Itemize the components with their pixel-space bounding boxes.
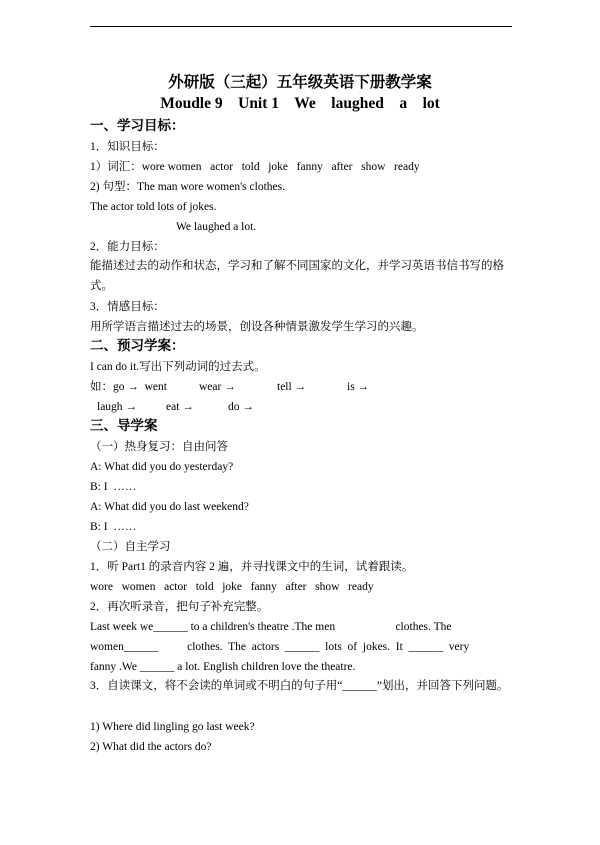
document-subtitle: Moudle 9 Unit 1 We laughed a lot	[160, 95, 440, 112]
cloze-line-1: Last week we______ to a children's theatre .The men clothes. The	[90, 621, 452, 633]
verb-item: is →	[347, 381, 370, 393]
pattern-line: 2) 句型：The man wore women's clothes.	[90, 181, 285, 193]
warmup-answer-2: B: I ……	[90, 521, 137, 533]
self-study-label: （二）自主学习	[90, 541, 171, 553]
header-rule	[90, 26, 512, 27]
section2-heading: 二、预习学案：	[90, 338, 185, 353]
verb-item: 如：go → went	[90, 381, 167, 393]
question-2: 2) What did the actors do?	[90, 741, 212, 753]
warmup-answer-1: B: I ……	[90, 481, 137, 493]
cloze-line-2: women______ clothes. The actors ______ lots of jokes. It ______ very	[90, 641, 470, 653]
ability-label: 2．能力目标：	[90, 241, 165, 253]
section1-heading: 一、学习目标：	[90, 118, 185, 133]
ability-text: 能描述过去的动作和状态，学习和了解不同国家的文化，并学习英语书信书写的格式。	[90, 260, 504, 292]
emotion-text: 用所学语言描述过去的场景，创设各种情景激发学生学习的兴趣。	[90, 321, 424, 333]
cloze-line-3: fanny .We ______ a lot. English children love the theatre.	[90, 661, 356, 673]
warmup-question-1: A: What did you do yesterday?	[90, 461, 234, 473]
question-1: 1) Where did lingling go last week?	[90, 721, 255, 733]
warmup-label: （一）热身复习：自由问答	[90, 441, 228, 453]
step-1: 1．听 Part1 的录音内容 2 遍，并寻找课文中的生词，试着跟读。	[90, 561, 414, 573]
verb-item: tell →	[277, 381, 307, 393]
emotion-label: 3．情感目标：	[90, 301, 165, 313]
warmup-question-2: A: What did you do last weekend?	[90, 501, 249, 513]
vocab-line: 1）词汇：wore women actor told joke fanny after show ready	[90, 161, 420, 173]
verb-item: eat →	[166, 401, 194, 413]
new-words-line: wore women actor told joke fanny after show ready	[90, 581, 374, 593]
step-2: 2．再次听录音，把句子补充完整。	[90, 601, 269, 613]
verb-item: do →	[228, 401, 254, 413]
verb-item: wear →	[199, 381, 236, 393]
section3-heading: 三、导学案	[90, 418, 158, 433]
example-sentence-1: The actor told lots of jokes.	[90, 201, 217, 213]
knowledge-label: 1．知识目标：	[90, 141, 165, 153]
example-sentence-2: We laughed a lot.	[176, 221, 257, 233]
verb-item: laugh →	[97, 401, 137, 413]
document-title: 外研版（三起）五年级英语下册教学案	[168, 74, 432, 91]
step-3: 3．自读课文，将不会读的单词或不明白的句子用“______”划出，并回答下列问题。	[90, 680, 509, 692]
preview-intro: I can do it.写出下列动词的过去式。	[90, 361, 266, 373]
